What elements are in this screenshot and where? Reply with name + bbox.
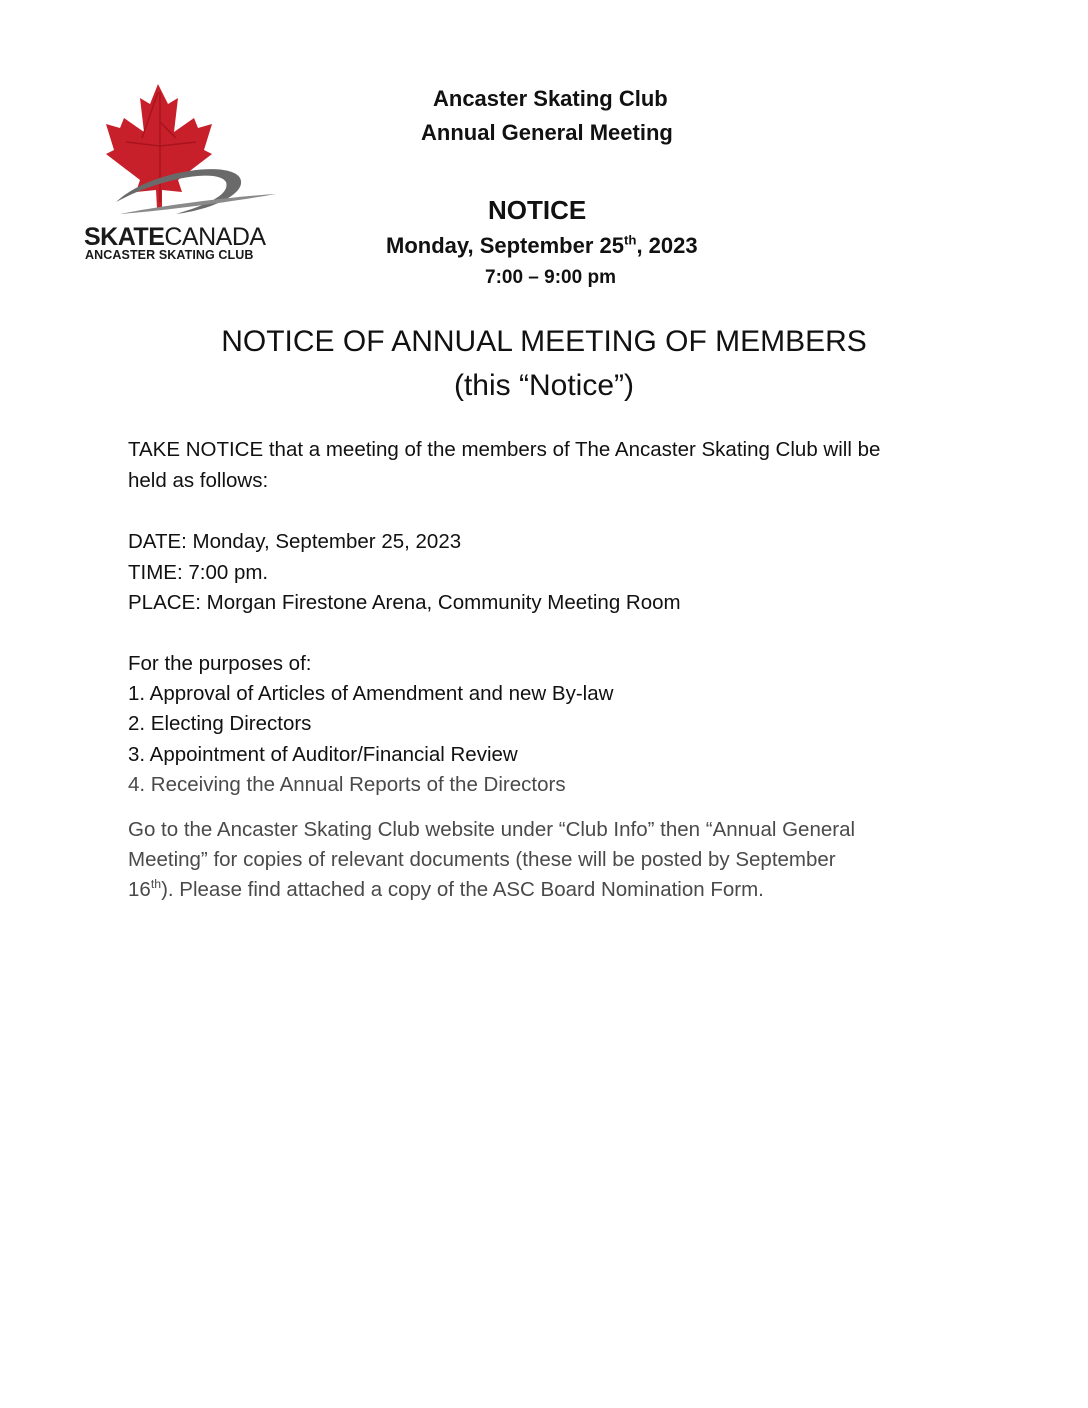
maple-leaf-icon	[80, 82, 298, 227]
closing-line-2: Meeting” for copies of relevant documents (these will be posted by September	[128, 848, 836, 871]
notice-subtitle: (this “Notice”)	[453, 369, 634, 402]
intro-line-2: held as follows:	[128, 469, 269, 492]
purposes-heading: For the purposes of:	[128, 652, 312, 675]
purpose-item: 3. Appointment of Auditor/Financial Review	[128, 743, 518, 766]
club-name: Ancaster Skating Club	[433, 86, 668, 111]
closing-line-1: Go to the Ancaster Skating Club website under “Club Info” then “Annual General	[128, 818, 856, 841]
skate-canada-logo	[80, 82, 298, 268]
meeting-name: Annual General Meeting	[421, 120, 673, 145]
closing-line-3: 16th). Please find attached a copy of the ASC Board Nomination Form.	[128, 877, 764, 901]
purpose-item: 2. Electing Directors	[128, 712, 312, 735]
purpose-item: 1. Approval of Articles of Amendment and new By-law	[128, 682, 614, 705]
notice-label: NOTICE	[488, 195, 587, 225]
meeting-date: Monday, September 25th, 2023	[386, 232, 698, 258]
meeting-time: 7:00 – 9:00 pm	[485, 267, 616, 288]
purpose-item: 4. Receiving the Annual Reports of the Directors	[128, 773, 566, 796]
detail-place: PLACE: Morgan Firestone Arena, Community Meeting Room	[128, 591, 681, 614]
detail-time: TIME: 7:00 pm.	[128, 561, 269, 584]
detail-date: DATE: Monday, September 25, 2023	[128, 530, 462, 553]
logo-wordmark: SKATECANADA	[84, 223, 266, 251]
notice-title: NOTICE OF ANNUAL MEETING OF MEMBERS	[221, 325, 867, 358]
logo-subtitle: ANCASTER SKATING CLUB	[85, 248, 254, 262]
intro-line-1: TAKE NOTICE that a meeting of the members of The Ancaster Skating Club will be	[128, 438, 881, 461]
